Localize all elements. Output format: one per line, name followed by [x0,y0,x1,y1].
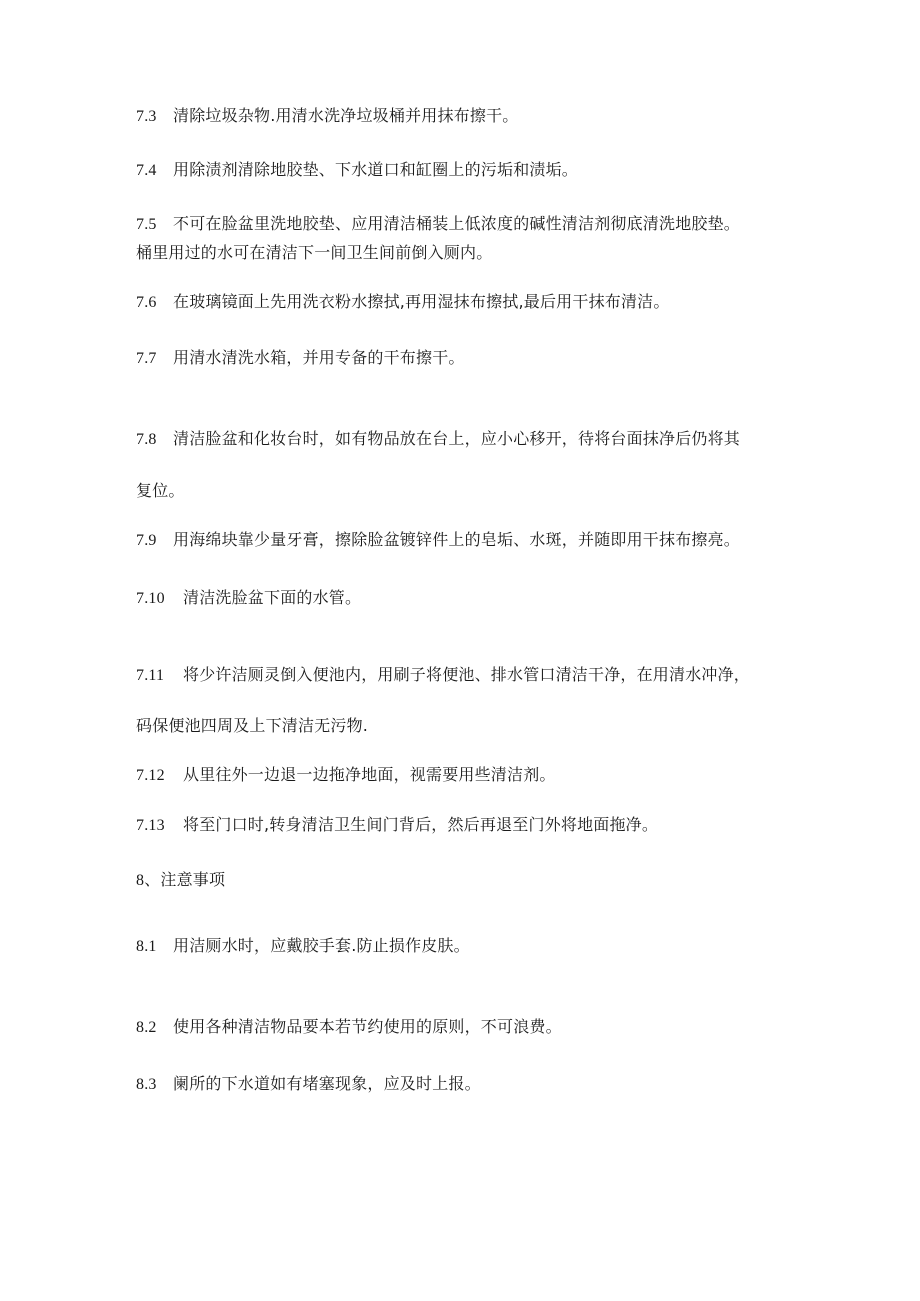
item-7-10 [136,588,361,609]
item-text: 用除渍剂清除地胶垫、下水道口和缸圈上的污垢和渍垢。 [173,160,579,179]
item-number: 7.7 [136,350,157,367]
item-number: 7.6 [136,294,157,311]
item-text: 清洁洗脸盆下面的水管。 [183,588,362,607]
item-7-13 [136,815,658,836]
item-number: 7.13 [136,817,165,834]
item-text: 阑所的下水道如有堵塞现象，应及时上报。 [173,1074,481,1093]
item-number: 8.1 [136,938,157,955]
item-7-3 [136,106,519,127]
item-7-8 [136,429,740,450]
item-7-6 [136,292,670,313]
item-text: 清洁脸盆和化妆台时，如有物品放在台上，应小心移开，待将台面抹净后仍将其 [173,429,741,448]
item-number: 7.9 [136,532,157,549]
item-text: 用清水清洗水箱，并用专备的干布擦干。 [173,348,465,367]
note-8-1 [136,936,470,957]
item-7-8-continuation: 复位。 [136,481,185,500]
item-text: 清除垃圾杂物.用清水洗净垃圾桶并用抹布擦干。 [173,106,519,125]
section-title: 、注意事项 [144,870,226,889]
item-text: 将至门口时,转身清洁卫生间门背后，然后再退至门外将地面拖净。 [183,815,659,834]
section-8-heading [136,870,225,891]
item-number: 7.12 [136,767,165,784]
item-number: 7.5 [136,216,157,233]
item-7-11 [136,665,750,686]
item-text: 从里往外一边退一边拖净地面，视需要用些清洁剂。 [183,765,556,784]
note-8-2 [136,1017,562,1038]
item-7-5 [136,214,740,235]
item-7-5-continuation: 桶里用过的水可在清洁下一间卫生间前倒入厕内。 [136,243,493,262]
item-text: 用洁厕水时，应戴胶手套.防止损作皮肤。 [173,936,470,955]
item-text: 不可在脸盆里洗地胶垫、应用清洁桶装上低浓度的碱性清洁剂彻底清洗地胶垫。 [173,214,741,233]
item-number: 8.2 [136,1019,157,1036]
item-number: 8.3 [136,1076,157,1093]
item-number: 7.3 [136,108,157,125]
item-number: 7.10 [136,590,165,607]
item-7-11-continuation: 码保便池四周及上下清洁无污物. [136,716,369,735]
item-7-7 [136,348,465,369]
item-number: 7.11 [136,667,165,684]
section-number: 8 [136,872,145,889]
item-number: 7.4 [136,162,157,179]
item-7-9 [136,530,740,551]
item-7-12 [136,765,556,786]
item-text: 在玻璃镜面上先用洗衣粉水擦拭,再用湿抹布擦拭,最后用干抹布清洁。 [173,292,670,311]
item-text: 用海绵块靠少量牙膏，擦除脸盆镀锌件上的皂垢、水斑，并随即用干抹布擦亮。 [173,530,741,549]
item-text: 使用各种清洁物品要本若节约使用的原则，不可浪费。 [173,1017,562,1036]
item-number: 7.8 [136,431,157,448]
note-8-3 [136,1074,481,1095]
item-7-4 [136,160,578,181]
item-text: 将少许洁厕灵倒入便池内，用刷子将便池、排水管口清洁干净，在用清水冲净， [183,665,751,684]
